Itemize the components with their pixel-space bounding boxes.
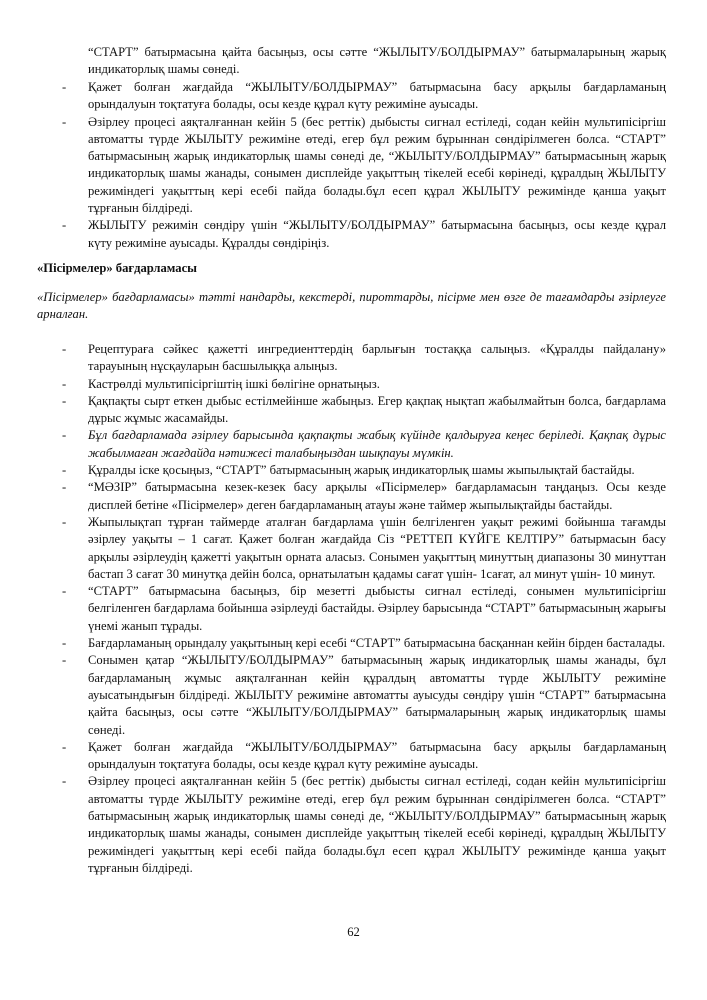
page-number: 62 xyxy=(347,925,360,939)
list-item: - Әзірлеу процесі аяқталғаннан кейін 5 (бес реттік) дыбысты сигнал естіледі, содан кейін мультипісіргіш автоматты түрде ЖЫЛЫТУ режиміне өтеді, егер бұл режим бұрыннан сөндірілмеген болса. “СТАРТ” батырмасының жарық индикаторлық шамы сөнеді де, “ЖЫЛЫТУ/БОЛДЫРМАУ” батырмасының жарық индикаторлық шамы жанады, сонымен дисплейде уақыттың тікелей есебі көрінеді, құралдың ЖЫЛЫТУ режиміндегі уақыттың кері есебі пайда болады.бұл есеп құрал ЖЫЛЫТУ режимінде қанша уақыт тұрғанын білдіреді. xyxy=(62,774,666,875)
list-item: - Жыпылықтап тұрған таймерде аталған бағдарлама үшін белгіленген уақыт режимі бойынша тағамды әзірлеу уақыты – 1 сағат. Қажет болған жағдайда Сіз “РЕТТЕП КҮЙГЕ КЕЛТІРУ” батырмасын басу арқылы әзірлеудің қажетті уақытын орната аласыз. Сонымен уақыттың минуттың диапазоны 30 минуттан бастап 3 сағат 30 минутқа дейін болса, орнатылатын қадамы сағат үшін- 1сағат, ал минут үшін- 10 минут. xyxy=(62,514,666,581)
list-item: - Құралды іске қосыңыз, “СТАРТ” батырмасының жарық индикаторлық шамы жыпылықтай бастайды. xyxy=(62,463,635,478)
list-item: - “СТАРТ” батырмасына басыңыз, бір мезетті дыбысты сигнал естіледі, сонымен мультипісіргіш белгіленген бағдарлама бойынша әзірлеуді бастайды. Әзірлеу барысында “СТАРТ” батырмасының жарығы үнемі жанып тұрады. xyxy=(62,584,666,633)
list-item: - Қажет болған жағдайда “ЖЫЛЫТУ/БОЛДЫРМАУ” батырмасына басу арқылы бағдарламаның орындалуын тоқтатуға болады, осы кезде құрал күту режиміне ауысады. xyxy=(62,739,666,772)
top-instruction-list xyxy=(62,79,666,252)
list-item: - Бағдарламаның орындалу уақытының кері есебі “СТАРТ” батырмасына басқаннан кейін бірден басталады. xyxy=(62,636,666,651)
list-item: - ЖЫЛЫТУ режимін сөндіру үшін “ЖЫЛЫТУ/БОЛДЫРМАУ” батырмасына басыңыз, осы кезде құрал күту режиміне ауысады. Құралды сөндіріңіз. xyxy=(62,218,666,250)
list-item: - Әзірлеу процесі аяқталғаннан кейін 5 (бес реттік) дыбысты сигнал естіледі, содан кейін мультипісіргіш автоматты түрде ЖЫЛЫТУ режиміне өтеді, егер бұл режим бұрыннан сөндірілмеген болса. “СТАРТ” батырмасының жарық индикаторлық шамы сөнеді де, “ЖЫЛЫТУ/БОЛДЫРМАУ” батырмасының жарық индикаторлық шамы жанады, сонымен дисплейде уақыттың тікелей есебі көрінеді, құралдың ЖЫЛЫТУ режиміндегі уақыттың кері есебі пайда болады.бұл есеп құрал ЖЫЛЫТУ режимінде қанша уақыт тұрғанын білдіреді. xyxy=(62,114,666,216)
continuation-paragraph: “СТАРТ” батырмасына қайта басыңыз, осы сәтте “ЖЫЛЫТУ/БОЛДЫРМАУ” батырмаларының жарық индикаторлық шамы сөнеді. xyxy=(88,45,666,77)
list-item: - “МӘЗІР” батырмасына кезек-кезек басу арқылы «Пісірмелер» бағдарламасын таңдаңыз. Осы кезде дисплей бетіне «Пісірмелер» деген бағдарламаның атауы және таймер жыпылықтайды бастайды. xyxy=(62,480,666,512)
list-item: - Сонымен қатар “ЖЫЛЫТУ/БОЛДЫРМАУ” батырмасының жарық индикаторлық шамы жанады, бұл бағдарламаның жұмыс аяқталғаннан кейін құралдың автоматты түрде ЖЫЛЫТУ режиміне ауысатындығын білдіреді. ЖЫЛЫТУ режиміне автоматты ауысуды сөндіру үшін “СТАРТ” батырмасына қайта басыңыз, осы сәтте “ЖЫЛЫТУ/БОЛДЫРМАУ” батырмаларының жарық индикаторлық шамы сөнеді. xyxy=(62,653,666,737)
section-title: «Пісірмелер» бағдарламасы xyxy=(37,261,198,275)
section-intro: «Пісірмелер» бағдарламасы» тәтті нандарды, кекстерді, пироттарды, пісірме мен өзге де тағамдарды әзірлеуге арналған. xyxy=(37,290,666,322)
list-item: - Қақпақты сырт еткен дыбыс естілмейінше жабыңыз. Егер қақпақ нықтап жабылмайтын болса, бағдарлама дұрыс жұмыс жасамайды. xyxy=(62,393,666,426)
list-item: - Бұл бағдарламада әзірлеу барысында қақпақты жабық күйінде қалдыруға кеңес беріледі. Қақпақ дұрыс жабылмаған жағдайда нәтижесі талабыңыздан шықпауы мүмкін. xyxy=(62,428,666,460)
list-item: - Кастрөлді мультипісіргіштің ішкі бөлігіне орнатыңыз. xyxy=(62,376,380,391)
program-instruction-list xyxy=(62,341,666,877)
list-item: - Рецептураға сәйкес қажетті ингредиенттердің барлығын тостаққа салыңыз. «Құралды пайдалану» тарауының нұсқауларын басшылыққа алыңыз. xyxy=(62,342,666,374)
list-item: - Қажет болған жағдайда “ЖЫЛЫТУ/БОЛДЫРМАУ” батырмасына басу арқылы бағдарламаның орындалуын тоқтатуға болады, осы кезде құрал күту режиміне ауысады. xyxy=(62,80,666,112)
